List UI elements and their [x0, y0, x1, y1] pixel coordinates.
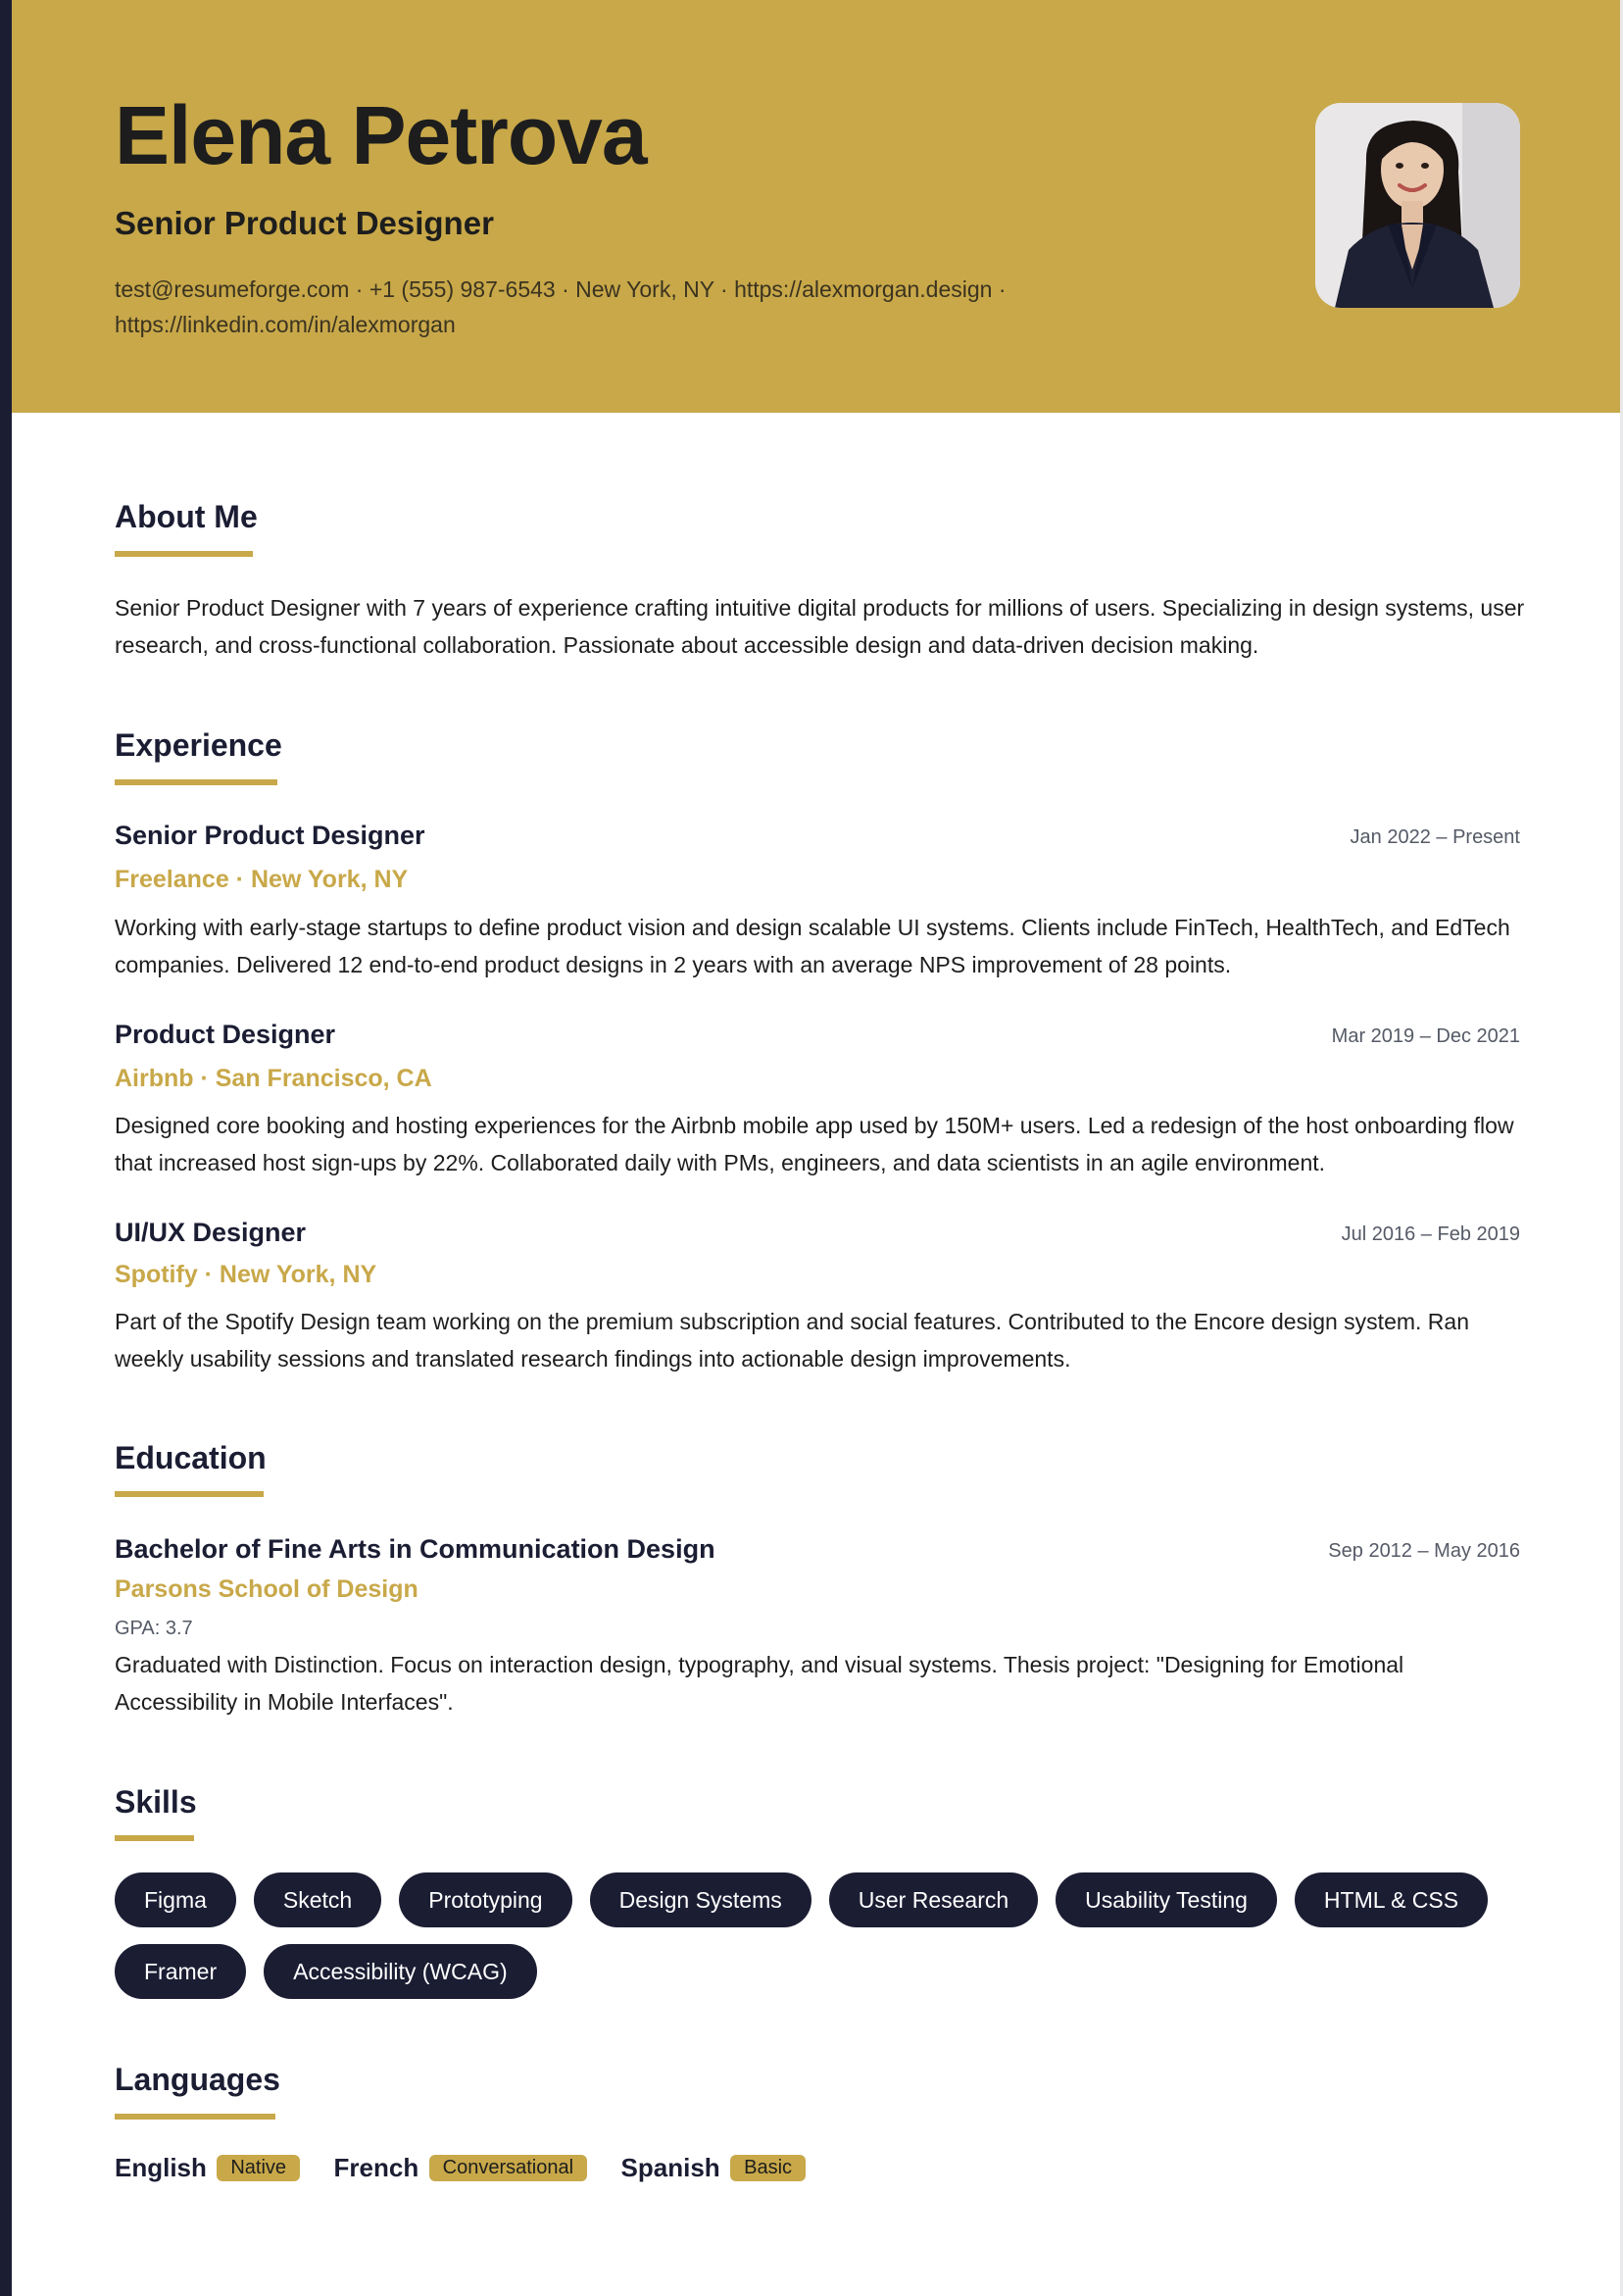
candidate-name: Elena Petrova: [115, 89, 647, 181]
about-text: Senior Product Designer with 7 years of experience crafting intuitive digital products for millions of users. Specializing in design systems, user research, and cross-functional collaboration. Passionate about accessible design and data-driven decision making.: [115, 595, 1525, 658]
job-date: Mar 2019 – Dec 2021: [1331, 1025, 1520, 1047]
contact-info: [115, 272, 1056, 342]
section-underline-experience: [115, 779, 277, 785]
language-name: Spanish: [620, 2153, 720, 2182]
section-underline-skills: [115, 1835, 194, 1841]
contact-line-1: test@resumeforge.com · +1 (555) 987-6543 · New York, NY · https://alexmorgan.design ·: [115, 276, 1007, 302]
skill-tag: Design Systems: [590, 1872, 812, 1927]
skill-tag: User Research: [829, 1872, 1038, 1927]
education-date: Sep 2012 – May 2016: [1328, 1540, 1520, 1562]
degree-title: Bachelor of Fine Arts in Communication Design: [115, 1534, 715, 1564]
section-title-languages: Languages: [115, 2062, 280, 2097]
skill-tag: Sketch: [254, 1872, 381, 1927]
portrait-illustration: [1315, 103, 1520, 308]
job-title: Senior Product Designer: [115, 821, 425, 850]
skills-list: [115, 1872, 1526, 2016]
job-org: Freelance · New York, NY: [115, 866, 409, 893]
section-underline-education: [115, 1491, 264, 1497]
language-level-badge: Conversational: [429, 2155, 587, 2181]
education-description: Graduated with Distinction. Focus on interaction design, typography, and visual systems. Thesis project: "Designing for Emotional Accessibility in Mobile Interfaces".: [115, 1652, 1404, 1715]
job-org: Spotify · New York, NY: [115, 1261, 377, 1288]
skill-tag: Framer: [115, 1944, 246, 1999]
section-title-skills: Skills: [115, 1784, 197, 1820]
school-name: Parsons School of Design: [115, 1575, 418, 1603]
job-title: UI/UX Designer: [115, 1218, 307, 1247]
job-date: Jul 2016 – Feb 2019: [1341, 1223, 1520, 1245]
resume-header: [12, 0, 1620, 413]
section-title-experience: Experience: [115, 727, 282, 763]
job-title: Product Designer: [115, 1020, 336, 1049]
languages-list: [115, 2153, 835, 2183]
job-description: Part of the Spotify Design team working on the premium subscription and social features. Contributed to the Encore design system. Ran weekly usability sessions and translated research findings into actionable design improvements.: [115, 1309, 1469, 1372]
language-name: French: [333, 2153, 419, 2182]
job-org: Airbnb · San Francisco, CA: [115, 1065, 432, 1092]
section-underline-about: [115, 551, 253, 557]
section-title-education: Education: [115, 1440, 267, 1475]
language-item: [334, 2153, 588, 2183]
skill-tag: Usability Testing: [1056, 1872, 1277, 1927]
job-description: Designed core booking and hosting experiences for the Airbnb mobile app used by 150M+ users. Led a redesign of the host onboarding flow that increased host sign-ups by 22%. Collaborated daily with PMs, engineers, and data scientists in an agile environment.: [115, 1113, 1514, 1175]
contact-line-2: https://linkedin.com/in/alexmorgan: [115, 312, 456, 337]
language-item: [115, 2153, 300, 2183]
skill-tag: HTML & CSS: [1295, 1872, 1488, 1927]
gpa: GPA: 3.7: [115, 1618, 193, 1639]
candidate-title: Senior Product Designer: [115, 205, 494, 241]
skill-tag: Figma: [115, 1872, 236, 1927]
language-level-badge: Native: [217, 2155, 300, 2181]
language-name: English: [115, 2153, 207, 2182]
language-level-badge: Basic: [730, 2155, 806, 2181]
skill-tag: Prototyping: [399, 1872, 571, 1927]
left-accent-stripe: [0, 0, 12, 2296]
skill-tag: Accessibility (WCAG): [264, 1944, 537, 1999]
job-date: Jan 2022 – Present: [1350, 826, 1520, 848]
section-title-about: About Me: [115, 499, 258, 534]
language-item: [621, 2153, 807, 2183]
section-underline-languages: [115, 2114, 275, 2120]
profile-photo: [1315, 103, 1520, 308]
job-description: Working with early-stage startups to define product vision and design scalable UI systems. Clients include FinTech, HealthTech, and EdTech companies. Delivered 12 end-to-end product designs in 2 years with an average NPS improvement of 28 points.: [115, 915, 1510, 977]
